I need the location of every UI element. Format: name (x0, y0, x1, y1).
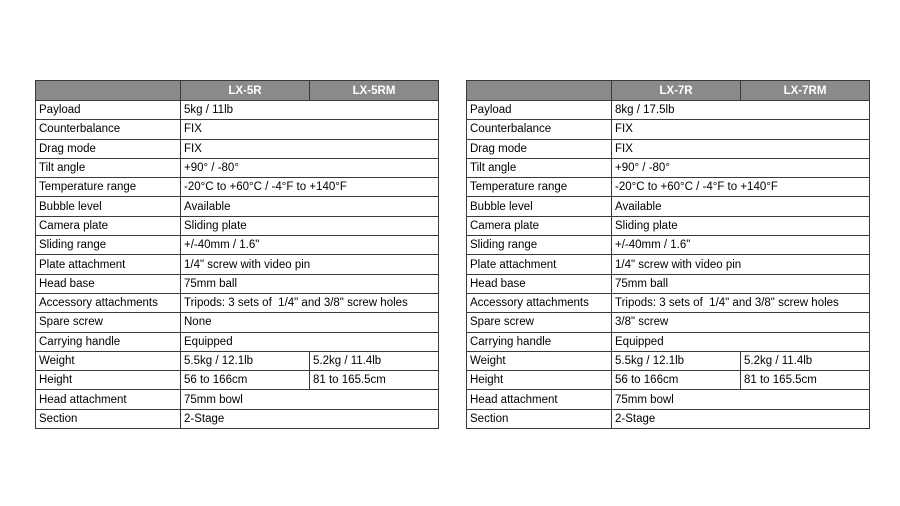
spec-label: Head attachment (467, 390, 612, 409)
spec-label: Tilt angle (467, 158, 612, 177)
header-corner-cell (467, 81, 612, 101)
spec-value: Equipped (181, 332, 439, 351)
spec-row-head-attachment (36, 390, 439, 409)
spec-value: +/-40mm / 1.6" (181, 236, 439, 255)
spec-row-spare-screw (36, 313, 439, 332)
spec-row-accessory-attachments (36, 293, 439, 312)
spec-value: -20°C to +60°C / -4°F to +140°F (181, 178, 439, 197)
spec-label: Temperature range (36, 178, 181, 197)
header-row (467, 81, 870, 101)
spec-label: Head base (36, 274, 181, 293)
spec-value-lx-5r: 5.5kg / 12.1lb (181, 351, 310, 370)
spec-value-lx-5rm: 81 to 165.5cm (310, 371, 439, 390)
spec-label: Plate attachment (467, 255, 612, 274)
spec-row-bubble-level (467, 197, 870, 216)
spec-row-section (36, 409, 439, 428)
spec-row-head-base (36, 274, 439, 293)
spec-row-tilt-angle (36, 158, 439, 177)
spec-label: Counterbalance (467, 120, 612, 139)
spec-value: Sliding plate (181, 216, 439, 235)
spec-label: Spare screw (467, 313, 612, 332)
spec-value: 75mm bowl (612, 390, 870, 409)
model-header-lx-7rm: LX-7RM (741, 81, 870, 101)
spec-label: Tilt angle (36, 158, 181, 177)
spec-label: Bubble level (36, 197, 181, 216)
spec-label: Camera plate (36, 216, 181, 235)
spec-value: 75mm ball (181, 274, 439, 293)
spec-label: Sliding range (36, 236, 181, 255)
spec-label: Temperature range (467, 178, 612, 197)
spec-row-sliding-range (467, 236, 870, 255)
spec-label: Height (467, 371, 612, 390)
header-corner-cell (36, 81, 181, 101)
spec-label: Drag mode (36, 139, 181, 158)
spec-value: 1/4" screw with video pin (181, 255, 439, 274)
spec-value: None (181, 313, 439, 332)
spec-label: Accessory attachments (467, 293, 612, 312)
spec-value-lx-7r: 5.5kg / 12.1lb (612, 351, 741, 370)
spec-row-counterbalance (467, 120, 870, 139)
spec-label: Section (36, 409, 181, 428)
spec-value: FIX (181, 120, 439, 139)
spec-value: 1/4" screw with video pin (612, 255, 870, 274)
spec-value: +90° / -80° (181, 158, 439, 177)
spec-row-counterbalance (36, 120, 439, 139)
spec-label: Head base (467, 274, 612, 293)
spec-row-payload (36, 101, 439, 120)
spec-row-carrying-handle (467, 332, 870, 351)
spec-value: FIX (181, 139, 439, 158)
spec-value: Tripods: 3 sets of 1/4" and 3/8" screw holes (181, 293, 439, 312)
spec-row-drag-mode (467, 139, 870, 158)
spec-value: 5kg / 11lb (181, 101, 439, 120)
spec-table-lx5 (35, 80, 439, 429)
spec-label: Accessory attachments (36, 293, 181, 312)
spec-row-camera-plate (36, 216, 439, 235)
spec-value-lx-5r: 56 to 166cm (181, 371, 310, 390)
spec-value: 3/8" screw (612, 313, 870, 332)
spec-row-sliding-range (36, 236, 439, 255)
spec-value: +90° / -80° (612, 158, 870, 177)
spec-label: Sliding range (467, 236, 612, 255)
spec-value: Equipped (612, 332, 870, 351)
spec-label: Weight (36, 351, 181, 370)
spec-value-lx-7r: 56 to 166cm (612, 371, 741, 390)
spec-row-bubble-level (36, 197, 439, 216)
spec-value-lx-5rm: 5.2kg / 11.4lb (310, 351, 439, 370)
spec-value: 8kg / 17.5lb (612, 101, 870, 120)
spec-value: Tripods: 3 sets of 1/4" and 3/8" screw holes (612, 293, 870, 312)
spec-row-drag-mode (36, 139, 439, 158)
spec-value: +/-40mm / 1.6" (612, 236, 870, 255)
spec-row-spare-screw (467, 313, 870, 332)
spec-label: Camera plate (467, 216, 612, 235)
model-header-lx-7r: LX-7R (612, 81, 741, 101)
spec-row-section (467, 409, 870, 428)
spec-row-carrying-handle (36, 332, 439, 351)
model-header-lx-5r: LX-5R (181, 81, 310, 101)
spec-row-plate-attachment (467, 255, 870, 274)
spec-row-tilt-angle (467, 158, 870, 177)
spec-value: Sliding plate (612, 216, 870, 235)
spec-row-payload (467, 101, 870, 120)
spec-label: Payload (467, 101, 612, 120)
spec-value: 75mm bowl (181, 390, 439, 409)
spec-row-height (467, 371, 870, 390)
spec-value: -20°C to +60°C / -4°F to +140°F (612, 178, 870, 197)
spec-row-plate-attachment (36, 255, 439, 274)
spec-value: 2-Stage (612, 409, 870, 428)
spec-value: 2-Stage (181, 409, 439, 428)
spec-label: Counterbalance (36, 120, 181, 139)
spec-label: Height (36, 371, 181, 390)
spec-label: Section (467, 409, 612, 428)
header-row (36, 81, 439, 101)
spec-label: Drag mode (467, 139, 612, 158)
spec-value: Available (181, 197, 439, 216)
spec-label: Head attachment (36, 390, 181, 409)
spec-value: Available (612, 197, 870, 216)
spec-label: Carrying handle (467, 332, 612, 351)
spec-row-height (36, 371, 439, 390)
spec-label: Carrying handle (36, 332, 181, 351)
spec-row-weight (467, 351, 870, 370)
spec-label: Bubble level (467, 197, 612, 216)
spec-row-temperature-range (36, 178, 439, 197)
spec-row-accessory-attachments (467, 293, 870, 312)
spec-label: Plate attachment (36, 255, 181, 274)
spec-value: FIX (612, 139, 870, 158)
spec-value: 75mm ball (612, 274, 870, 293)
spec-row-weight (36, 351, 439, 370)
spec-row-camera-plate (467, 216, 870, 235)
spec-value-lx-7rm: 81 to 165.5cm (741, 371, 870, 390)
spec-value: FIX (612, 120, 870, 139)
model-header-lx-5rm: LX-5RM (310, 81, 439, 101)
spec-label: Payload (36, 101, 181, 120)
spec-label: Weight (467, 351, 612, 370)
spec-value-lx-7rm: 5.2kg / 11.4lb (741, 351, 870, 370)
spec-row-head-attachment (467, 390, 870, 409)
spec-row-temperature-range (467, 178, 870, 197)
spec-row-head-base (467, 274, 870, 293)
spec-table-lx7 (466, 80, 870, 429)
spec-label: Spare screw (36, 313, 181, 332)
